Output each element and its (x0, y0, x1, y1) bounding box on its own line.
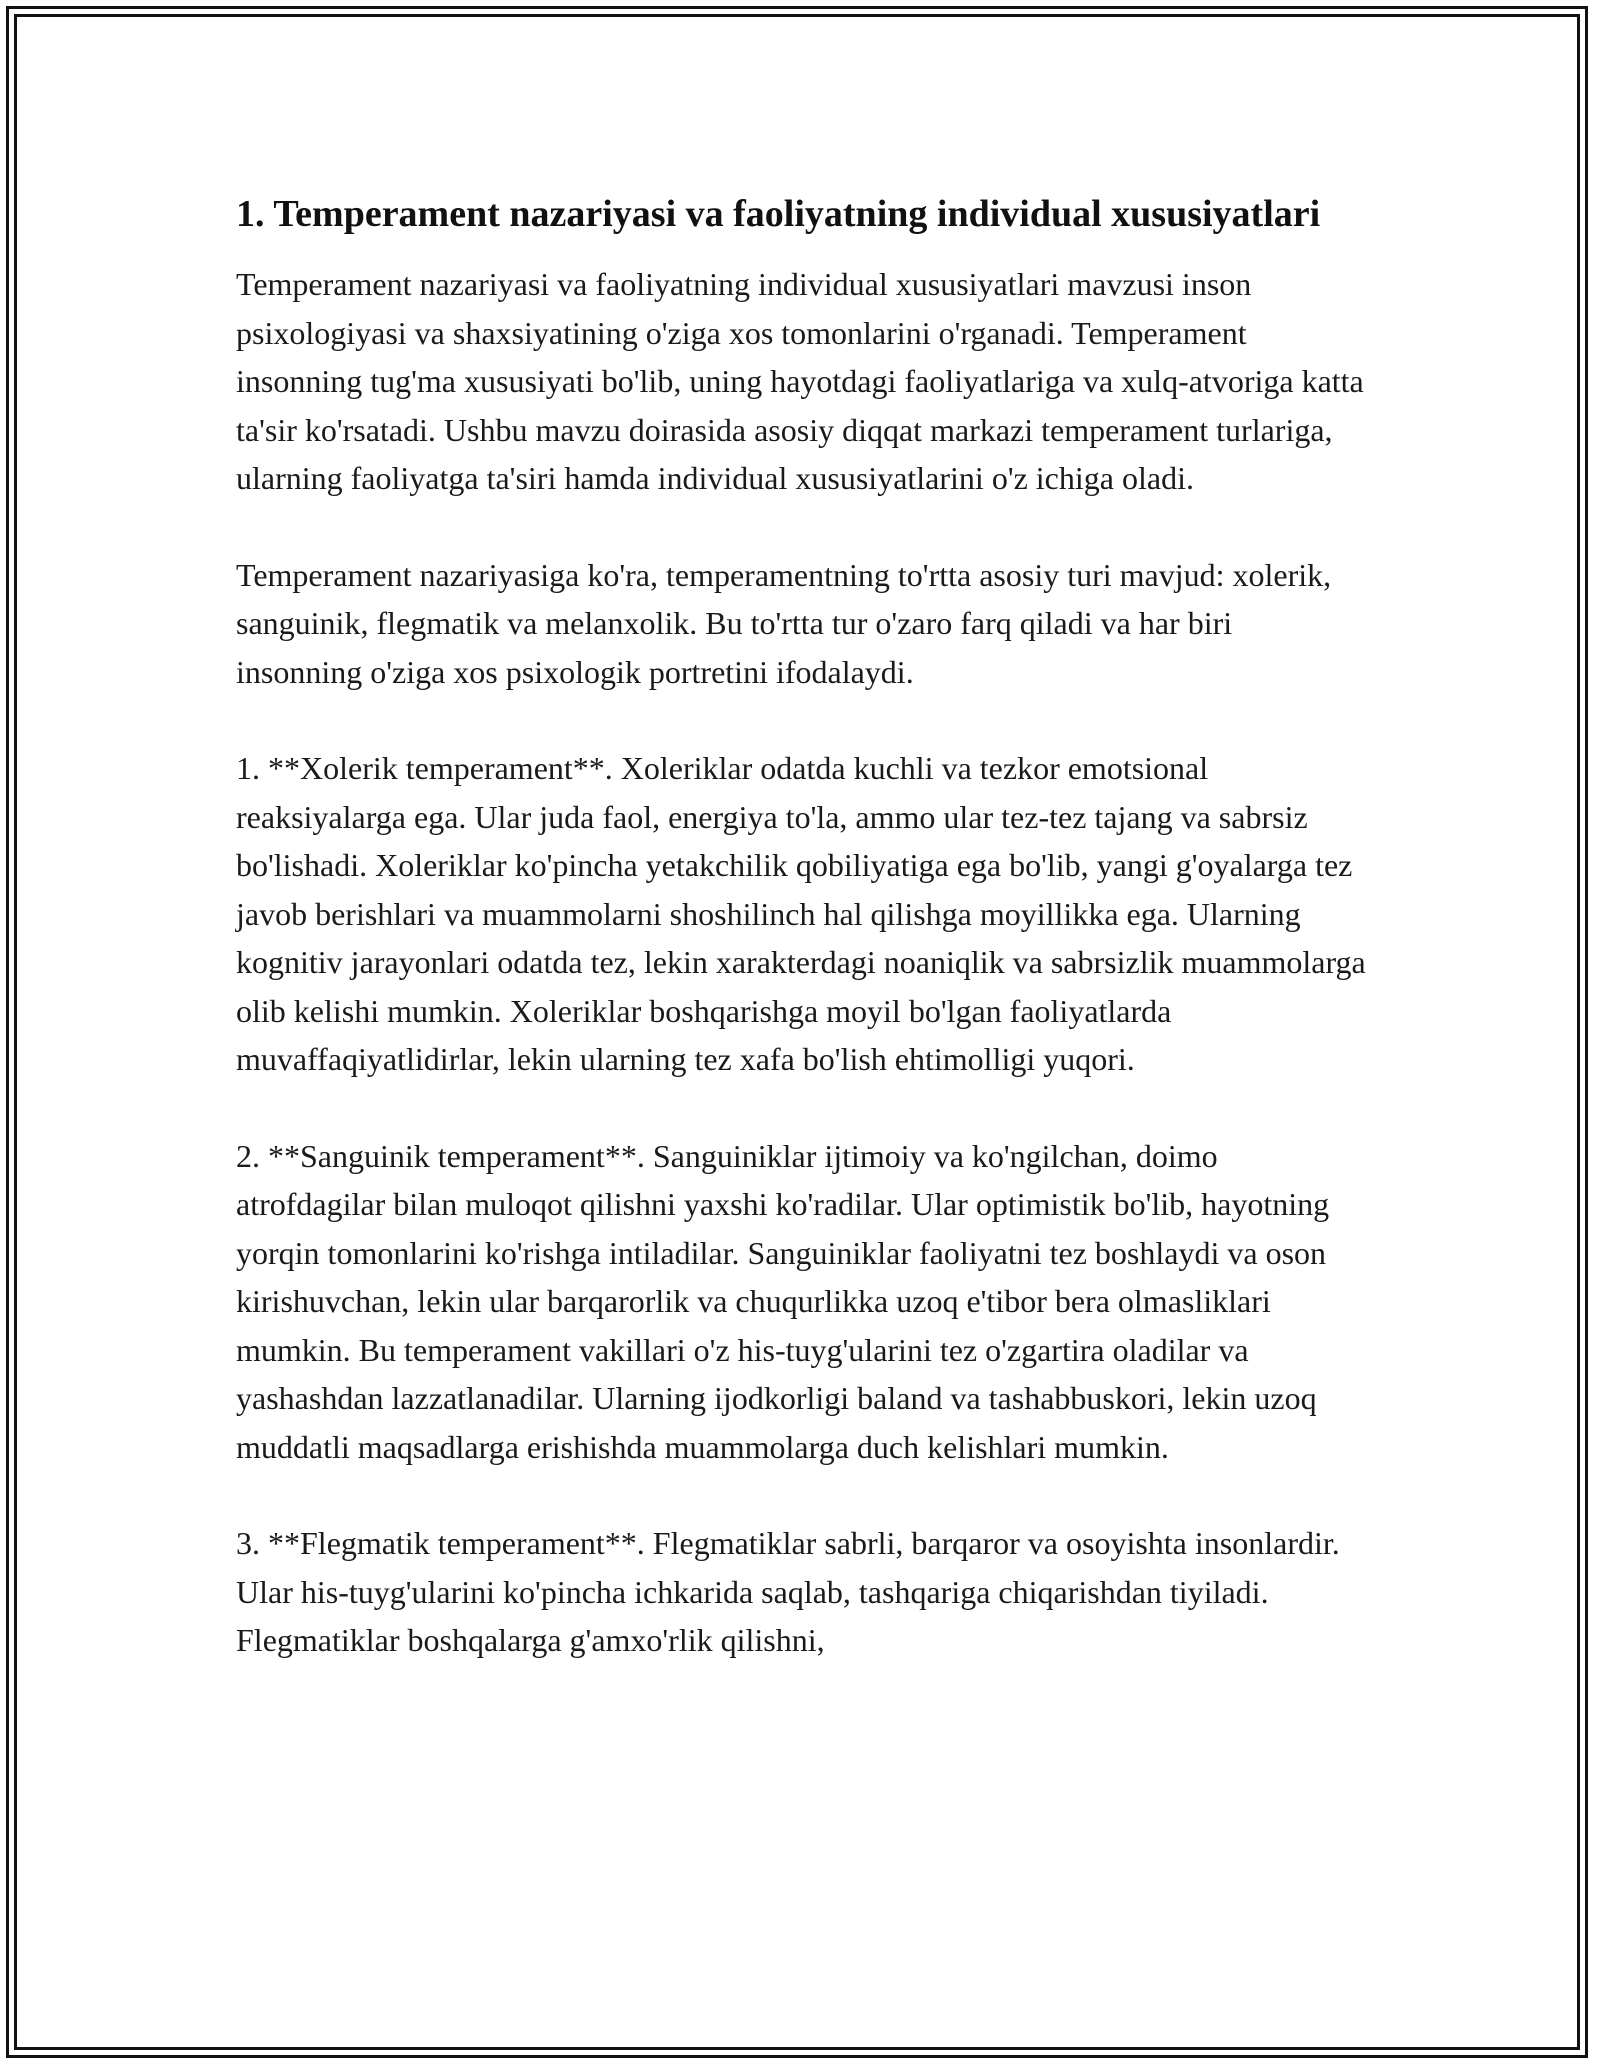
paragraph-types-overview: Temperament nazariyasiga ko'ra, temperamentning to'rtta asosiy turi mavjud: xolerik, sanguinik, flegmatik va melanxolik. Bu to'rtta tur o'zaro farq qiladi va har biri insonning o'ziga xos psixologik portretini ifodalaydi. (236, 556, 1332, 690)
paragraph-intro: Temperament nazariyasi va faoliyatning individual xususiyatlari mavzusi inson psixologiyasi va shaxsiyatining o'ziga xos tomonlarini o'rganadi. Temperament insonning tug'ma xususiyati bo'lib, uning hayotdagi faoliyatlariga va xulq-atvoriga katta ta'sir ko'rsatadi. Ushbu mavzu doirasida asosiy diqqat markazi temperament turlariga, ularning faoliyatga ta'siri hamda individual xususiyatlarini o'z ichiga oladi. (236, 266, 1364, 496)
section-heading: 1. Temperament nazariyasi va faoliyatning individual xususiyatlari (236, 193, 1321, 235)
paragraph-choleric: 1. **Xolerik temperament**. Xoleriklar odatda kuchli va tezkor emotsional reaksiyalarga ega. Ular juda faol, energiya to'la, ammo ular tez-tez tajang va sabrsiz bo'lishadi. Xoleriklar ko'pincha yetakchilik qobiliyatiga ega bo'lib, yangi g'oyalarga tez javob berishlari va muammolarni shoshilinch hal qilishga moyillikka ega. Ularning kognitiv jarayonlari odatda tez, lekin xarakterdagi noaniqlik va sabrsizlik muammolarga olib kelishi mumkin. Xoleriklar boshqarishga moyil bo'lgan faoliyatlarda muvaffaqiyatlidirlar, lekin ularning tez xafa bo'lish ehtimolligi yuqori. (236, 750, 1366, 1077)
document-body (236, 186, 1366, 1713)
paragraph-sanguine: 2. **Sanguinik temperament**. Sanguiniklar ijtimoiy va ko'ngilchan, doimo atrofdagilar bilan muloqot qilishni yaxshi ko'radilar. Ular optimistik bo'lib, hayotning yorqin tomonlarini ko'rishga intiladilar. Sanguiniklar faoliyatni tez boshlaydi va oson kirishuvchan, lekin ular barqarorlik va chuqurlikka uzoq e'tibor bera olmasliklari mumkin. Bu temperament vakillari o'z his-tuyg'ularini tez o'zgartira oladilar va yashashdan lazzatlanadilar. Ularning ijodkorligi baland va tashabbuskori, lekin uzoq muddatli maqsadlarga erishishda muammolarga duch kelishlari mumkin. (236, 1137, 1330, 1465)
paragraph-phlegmatic: 3. **Flegmatik temperament**. Flegmatiklar sabrli, barqaror va osoyishta insonlardir. Ular his-tuyg'ularini ko'pincha ichkarida saqlab, tashqariga chiqarishdan tiyiladi. Flegmatiklar boshqalarga g'amxo'rlik qilishni, (236, 1525, 1340, 1658)
